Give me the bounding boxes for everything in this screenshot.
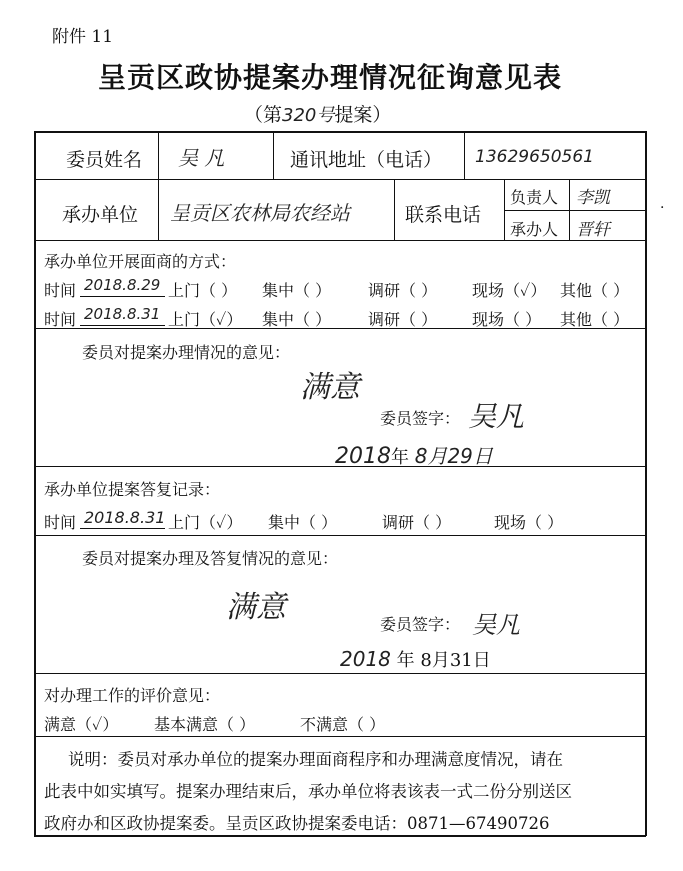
opinion1-handwritten: 满意 [300, 370, 360, 405]
evaluation-satisfied: 满意（✓） [44, 715, 119, 734]
opinion1-signature: 吴凡 [468, 400, 525, 433]
proposal-number-value: 320号 [282, 105, 335, 126]
margin-mark: · [660, 200, 665, 216]
evaluation-unsatisfied: 不满意（ ） [300, 715, 386, 734]
reply-concentrate: 集中（ ） [268, 513, 338, 532]
handling-unit-label: 承办单位 [62, 204, 139, 226]
method-row-2-onsite: 现场（ ） [472, 310, 542, 329]
reply-door: 上门（✓） [168, 513, 243, 532]
notes-line-2: 此表中如实填写。提案办理结束后，承办单位将表该表一式二份分别送区 [44, 782, 572, 801]
opinion2-sign-label: 委员签字： [380, 615, 461, 634]
method-row-2-other: 其他（ ） [560, 310, 630, 329]
leader-label: 负责人 [510, 188, 559, 207]
method-row-2-research: 调研（ ） [368, 310, 438, 329]
method-row-2-door: 上门（✓） [168, 310, 243, 329]
notes-line-1: 说明：委员对承办单位的提案办理面商程序和办理满意度情况，请在 [68, 750, 563, 769]
method-row-1-concentrate: 集中（ ） [262, 281, 332, 300]
opinion1-heading: 委员对提案办理情况的意见： [82, 343, 291, 362]
method-row-1-door: 上门（ ） [168, 281, 238, 300]
address-label: 通讯地址（电话） [290, 149, 443, 171]
proposal-number-suffix: 提案） [334, 104, 392, 126]
leader-value: 李凯 [576, 188, 610, 208]
opinion2-signature: 吴凡 [472, 611, 520, 639]
method-row-2-date: 2018.8.31 [84, 305, 161, 323]
method-row-1-research: 调研（ ） [368, 281, 438, 300]
reply-research: 调研（ ） [382, 513, 452, 532]
address-value: 13629650561 [475, 147, 594, 167]
method-row-1-date: 2018.8.29 [84, 276, 161, 294]
notes-line-3: 政府办和区政协提案委。呈贡区政协提案委电话：0871—67490726 [44, 814, 550, 833]
handler-label: 承办人 [510, 220, 559, 239]
opinion2-date-rest: 年 8月31日 [396, 650, 491, 671]
reply-heading: 承办单位提案答复记录： [44, 480, 221, 499]
evaluation-heading: 对办理工作的评价意见： [44, 686, 221, 705]
member-name-value: 吴 凡 [178, 146, 225, 170]
handler-value: 晋轩 [576, 220, 610, 240]
method-row-1-time-label: 时间 [44, 281, 77, 300]
method-row-1-onsite: 现场（✓） [472, 281, 547, 300]
reply-time-label: 时间 [44, 513, 77, 532]
form-title: 呈贡区政协提案办理情况征询意见表 [98, 61, 563, 94]
opinion2-date-year: 2018 [340, 647, 391, 671]
evaluation-basic: 基本满意（ ） [154, 715, 256, 734]
method-row-2-concentrate: 集中（ ） [262, 310, 332, 329]
member-name-label: 委员姓名 [66, 149, 143, 171]
opinion1-date [335, 440, 493, 469]
methods-heading: 承办单位开展面商的方式： [44, 252, 237, 271]
reply-date: 2018.8.31 [84, 508, 166, 527]
attachment-label: 附件 11 [52, 27, 114, 47]
method-row-1-other: 其他（ ） [560, 281, 630, 300]
proposal-number-prefix: （第 [244, 104, 283, 126]
opinion1-date-month-day: 8月29日 [414, 444, 493, 468]
method-row-2-time-label: 时间 [44, 310, 77, 329]
reply-onsite: 现场（ ） [494, 513, 564, 532]
proposal-number [244, 100, 391, 127]
opinion2-heading: 委员对提案办理及答复情况的意见： [82, 549, 339, 568]
opinion1-year-char: 年 [391, 447, 409, 468]
contact-phone-label: 联系电话 [405, 204, 482, 226]
handling-unit-value: 呈贡区农林局农经站 [170, 201, 350, 225]
opinion1-sign-label: 委员签字： [380, 409, 461, 428]
opinion1-date-year: 2018 [335, 444, 391, 469]
opinion2-date [340, 646, 491, 672]
opinion2-handwritten: 满意 [226, 590, 286, 625]
